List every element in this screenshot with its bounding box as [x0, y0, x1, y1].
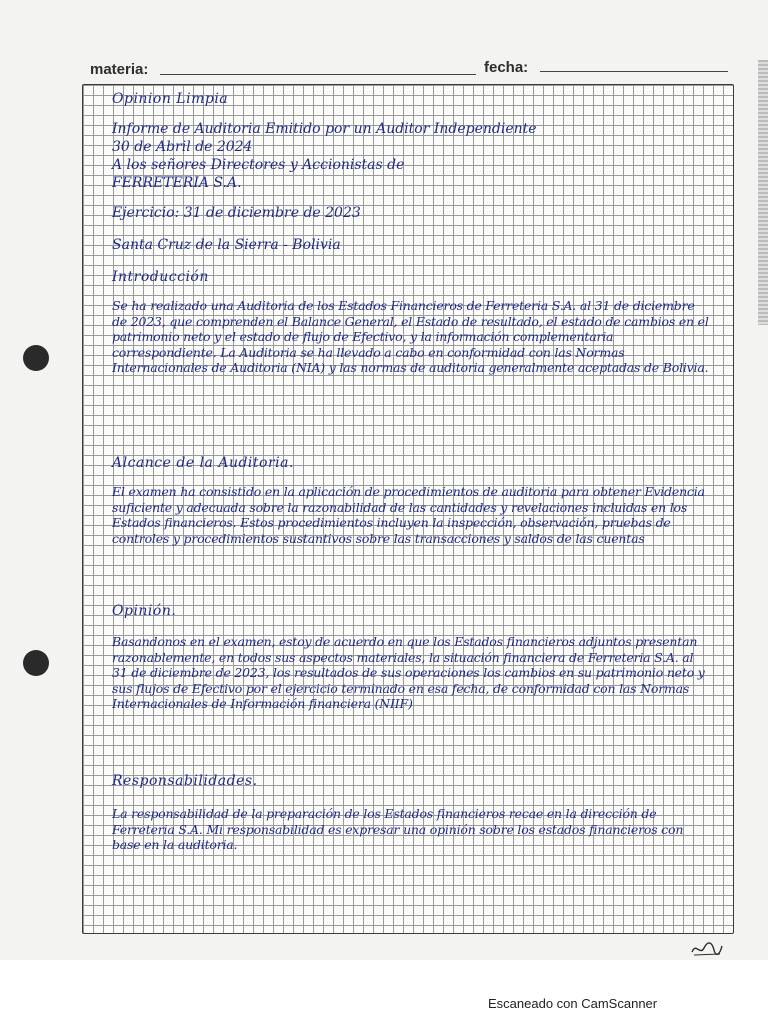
scope-text: [112, 484, 712, 546]
scanner-watermark: Escaneado con CamScanner: [488, 996, 658, 1011]
company-name: FERRETERIA S.A.: [112, 175, 242, 191]
report-date: 30 de Abril de 2024: [112, 139, 253, 155]
opinion-heading: Opinión.: [112, 603, 177, 619]
opinion-text: [112, 634, 712, 712]
materia-line: [160, 74, 476, 75]
introduction-heading: Introducción: [112, 269, 209, 285]
opinion-type: Opinion Limpia: [112, 91, 229, 107]
punch-hole: [23, 345, 49, 371]
introduction-text: [112, 298, 712, 376]
addressee: A los señores Directores y Accionistas de: [112, 157, 405, 173]
punch-hole: [23, 650, 49, 676]
responsibilities-paragraph: La responsabilidad de la preparación de los Estados financieros recae en la dirección de Ferreteria S.A. Mi responsabilidad es expresar una opinión sobre los estados financieros con base en la auditoria.: [112, 806, 684, 852]
fecha-line: [540, 71, 728, 72]
introduction-paragraph: Se ha realizado una Auditoria de los Estados Financieros de Ferreteria S.A. al 31 de diciembre de 2023, que comprenden el Balance General, el Estado de resultado, el estado de cambios en el patrimonio neto y el estado de flujo de Efectivo, y la información complementaria correspondiente. La Auditoria se ha llevado a cabo en conformidad con las Normas Internacionales de Auditoria (NIA) y las normas de auditoria generalmente aceptadas de Bolivia.: [112, 298, 709, 375]
page-edge: [758, 60, 768, 325]
opinion-paragraph: Basandonos en el examen, estoy de acuerdo en que los Estados financieros adjuntos presentan razonablemente, en todos sus aspectos materiales, la situación financiera de Ferreteria S.A. al 31 de diciembre de 2023, los resultados de sus operaciones los cambios en su patrimonio neto y sus flujos de Efectivo por el ejercicio terminado en esa fecha, de conformidad con las Normas Internacionales de Información financiera (NIIF): [112, 634, 705, 711]
report-title: Informe de Auditoria Emitido por un Auditor Independiente: [112, 121, 537, 137]
exercise-date: Ejercicio: 31 de diciembre de 2023: [112, 205, 361, 221]
responsibilities-text: [112, 806, 712, 853]
responsibilities-heading: Responsabilidades.: [112, 773, 258, 789]
location: Santa Cruz de la Sierra - Bolivia: [112, 237, 341, 253]
signature-scribble: [690, 940, 724, 958]
materia-label: materia:: [90, 61, 149, 78]
notebook-header: [88, 58, 728, 84]
scope-paragraph: El examen ha consistido en la aplicación de procedimientos de auditoria para obtener Evidencia suficiente y adecuada sobre la razonabilidad de las cantidades y revelaciones incluidas en los Estados financieros. Estos procedimientos incluyen la inspección, observación, pruebas de controles y procedimientos sustantivos sobre las transacciones y saldos de las cuentas: [112, 484, 705, 546]
scope-heading: Alcance de la Auditoria.: [112, 455, 294, 471]
fecha-label: fecha:: [484, 59, 529, 76]
